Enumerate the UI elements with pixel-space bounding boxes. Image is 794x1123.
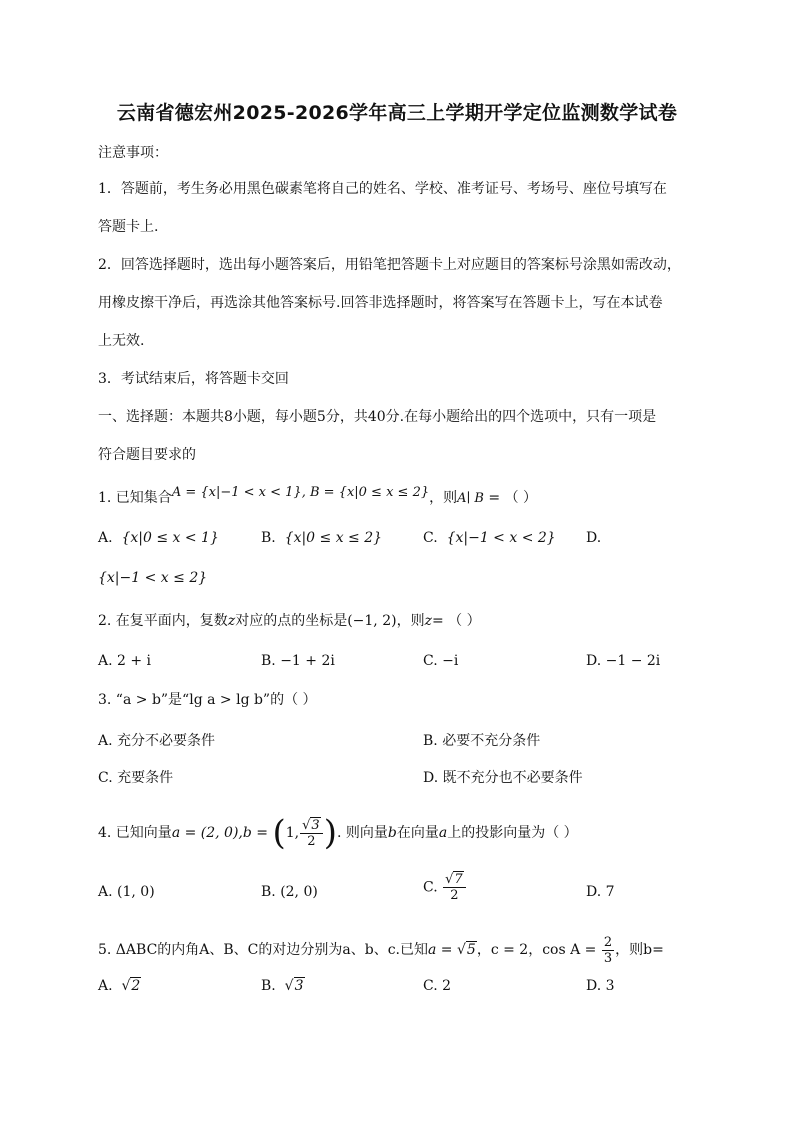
q1-suffix: ，则 [429,490,458,506]
q4-option-a: A. (1, 0) [98,884,155,900]
q5-option-a-radicand: 2 [131,978,141,994]
q4-sqrt-icon: √ [302,817,311,833]
q5-option-a-sqrt-icon: √ [121,978,131,994]
question-2 [98,611,481,631]
q5-c-eq: ，c = 2， [476,942,543,958]
question-5 [98,932,664,968]
q1-option-b-text: {x|0 ≤ x ≤ 2} [284,530,383,546]
q1-prefix: 1. 已知集合 [98,490,172,506]
q4-b-first: 1, [285,825,300,841]
q4-vector-b: b [242,825,252,841]
notice-item-2-line-3: 上无效. [98,333,145,349]
q5-cos: cos A = [542,942,601,958]
q5-option-b-radicand: 3 [294,978,304,994]
q4-vector-b-2: b [387,825,397,841]
q1-option-c-label: C. [423,530,438,546]
q5-fraction [602,935,614,966]
q4-option-c-num [443,872,466,888]
q1-blank: = （ ） [483,490,538,506]
question-1 [98,485,538,509]
q2-var-z: z [227,613,236,629]
q5-text-2: ，则b= [615,942,664,958]
q1-option-b-label: B. [261,530,276,546]
q1-option-d-text [98,568,207,588]
q1-option-b [261,528,382,548]
q5-fraction-den: 3 [603,950,613,966]
q5-option-c: C. 2 [423,978,452,994]
q4-option-d: D. 7 [586,884,615,900]
q4-text-4: 上的投影向量为（ ） [447,825,578,841]
notice-heading: 注意事项： [98,145,168,161]
section-1-line-2: 符合题目要求的 [98,447,196,463]
q1-option-a [98,528,219,548]
q2-text-4: = （ ） [431,613,481,629]
q4-fraction-num [300,818,323,834]
page-title: 云南省德宏州2025-2026学年高三上学期开学定位监测数学试卷 [116,102,678,124]
q5-fraction-num: 2 [603,934,613,950]
notice-item-1-line-2: 答题卡上. [98,219,159,235]
q2-option-a: A. 2 + i [98,653,152,669]
q4-left-paren: ( [272,813,286,853]
q1-option-c [423,528,556,548]
q4-option-c-radicand: 7 [454,872,463,887]
notice-item-1-line-1: 1．答题前，考生务必用黑色碳素笔将自己的姓名、学校、准考证号、考场号、座位号填写在 [98,181,667,197]
q2-var-z-2: z [424,613,432,629]
q4-option-c-label: C. [423,879,438,896]
q4-text-3: 在向量 [396,825,439,841]
q5-option-a-label: A. [98,978,113,994]
q4-option-b: B. (2, 0) [261,884,318,900]
q5-option-a [98,976,141,996]
q4-fraction-den: 2 [307,833,316,849]
q5-sqrt-icon: √ [456,942,466,958]
q1-option-a-label: A. [98,530,113,546]
q5-a-radicand: 5 [466,942,476,958]
q5-text-1: 5. ΔABC的内角A、B、C的对边分别为a、b、c.已知 [98,942,428,958]
q1-option-c-text: {x|−1 < x < 2} [446,530,556,546]
q1-expr: A∣ B [457,491,484,506]
q5-option-b-label: B. [261,978,276,994]
q4-text-2: . 则向量 [336,825,388,841]
q1-sets: A = {x|−1 < x < 1}, B = {x|0 ≤ x ≤ 2} [171,485,430,500]
notice-item-2-line-1: 2．回答选择题时，选出每小题答案后，用铅笔把答题卡上对应题目的答案标号涂黑如需改动， [98,257,681,273]
q5-a-eq: a = [428,942,457,958]
q2-option-c: C. −i [423,653,459,669]
q4-eq: = [251,825,273,841]
q3-option-c: C. 充要条件 [98,770,174,786]
q1-option-d-label: D. [586,530,602,546]
question-4 [98,815,578,851]
q3-option-d: D. 既不充分也不必要条件 [423,770,583,786]
q2-option-b: B. −1 + 2i [261,653,335,669]
q5-option-b-sqrt-icon: √ [284,978,294,994]
q5-option-d: D. 3 [586,978,615,994]
q5-option-b [261,976,305,996]
q1-option-a-text: {x|0 ≤ x < 1} [121,530,219,546]
notice-item-2-line-2: 用橡皮擦干净后，再选涂其他答案标号.回答非选择题时，将答案写在答题卡上，写在本试卷 [98,295,663,311]
q4-sqrt-radicand: 3 [311,817,320,833]
q1-option-d-value: {x|−1 < x ≤ 2} [98,570,208,586]
section-1-line-1: 一、选择题：本题共8小题，每小题5分，共40分.在每小题给出的四个选项中，只有一项是 [98,409,657,425]
q4-option-c [423,872,467,903]
q4-option-c-den: 2 [450,888,459,903]
notice-item-3: 3．考试结束后，将答题卡交回 [98,371,289,387]
q4-option-c-sqrt-icon: √ [445,872,454,887]
q2-option-d: D. −1 − 2i [586,653,661,669]
q2-text-2: 对应的点的坐标是 [235,613,348,629]
q4-fraction [300,818,323,849]
q4-right-paren: ) [323,813,337,853]
q2-text-3: ，则 [396,613,425,629]
q3-option-a: A. 充分不必要条件 [98,733,216,749]
q4-text-1: 4. 已知向量 [98,825,172,841]
question-3: 3. “a > b”是“lg a > lg b”的（ ） [98,692,317,708]
q2-point: (−1, 2) [347,613,397,629]
q2-text-1: 2. 在复平面内，复数 [98,613,228,629]
q4-option-c-fraction [443,872,466,903]
q3-option-b: B. 必要不充分条件 [423,733,541,749]
q4-vector-a-2: a [438,825,448,841]
q4-vector-a: a = (2, 0), [171,825,243,841]
